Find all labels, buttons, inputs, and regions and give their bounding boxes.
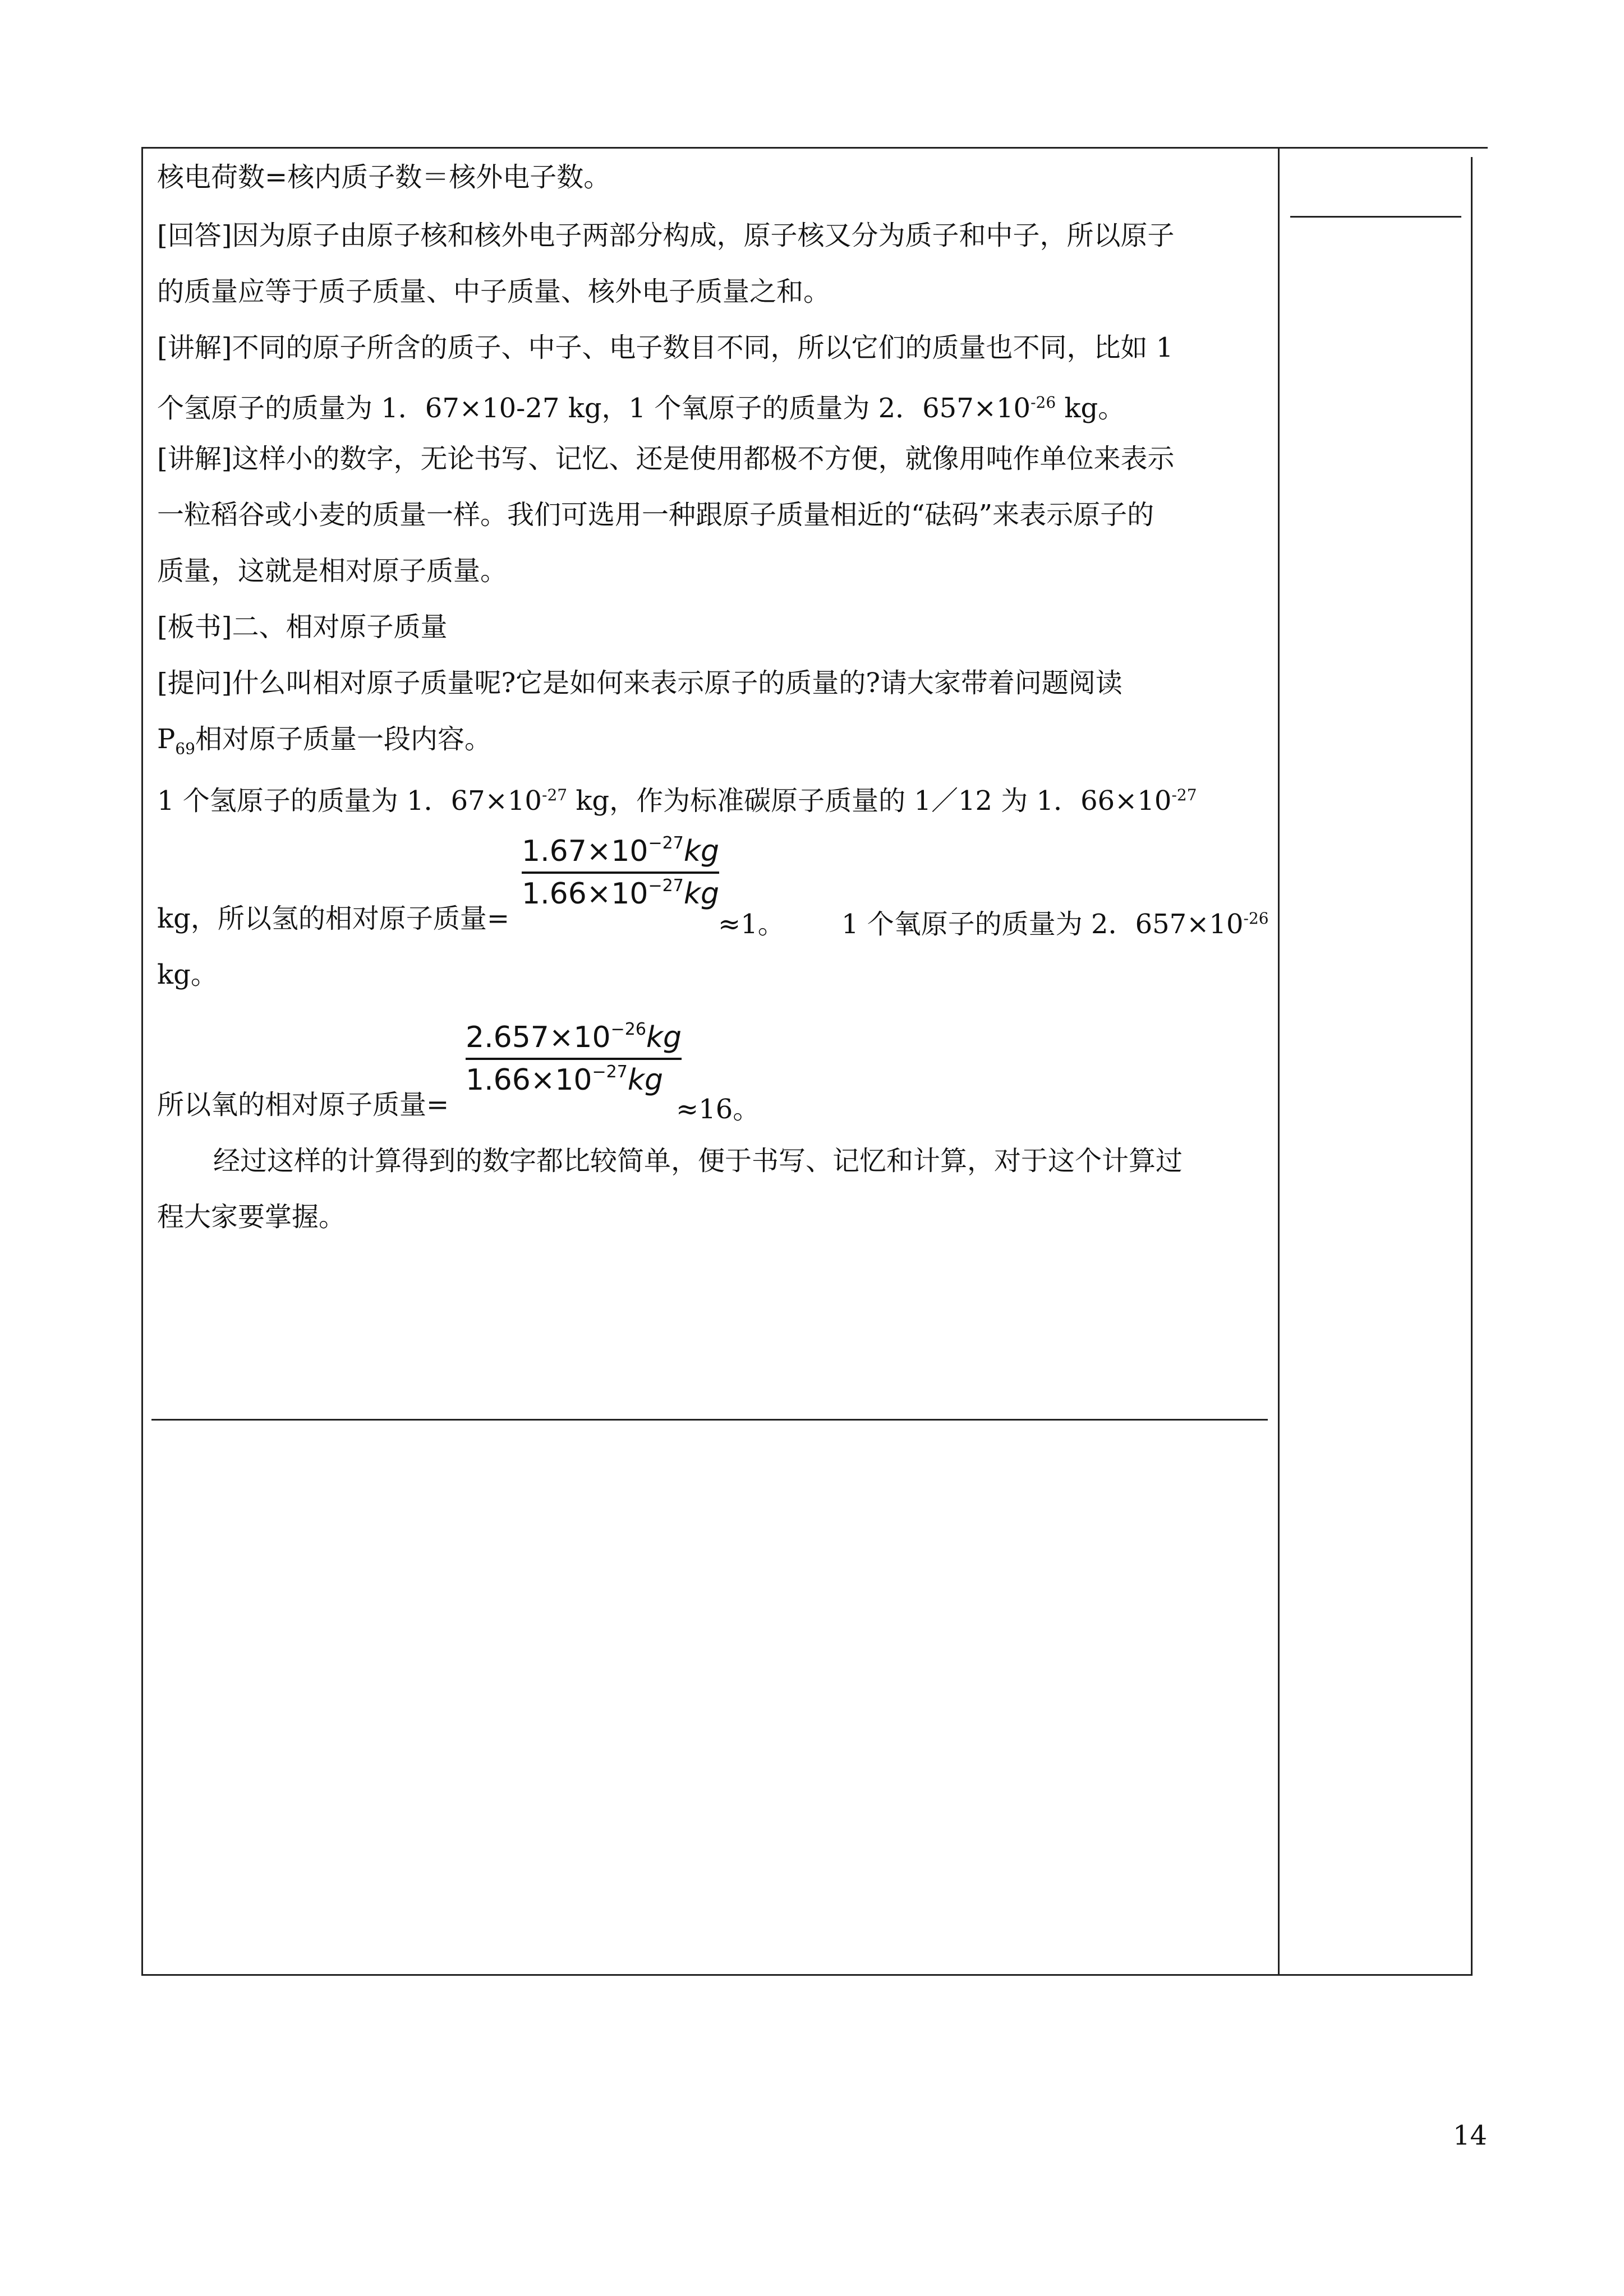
text-line-4: [讲解]不同的原子所含的质子、中子、电子数目不同，所以它们的质量也不同，比如 1 (157, 332, 1174, 363)
table-bottom-border (141, 1974, 1473, 1976)
text-line-5 (157, 386, 1125, 425)
text-line-13 (157, 902, 509, 935)
text-line-7: 一粒稻谷或小麦的质量一样。我们可选用一种跟原子质量相近的“砝码”来表示原子的 (157, 499, 1154, 531)
table-left-border (141, 147, 143, 1975)
text-line-10: [提问]什么叫相对原子质量呢?它是如何来表示原子的质量的?请大家带着问题阅读 (157, 667, 1122, 699)
text-line-12-b: kg，作为标准碳原子质量的 1／12 为 1．66×10 (567, 785, 1172, 817)
hydrogen-fraction-numerator: $1.67\times 10^{-27}kg$ (522, 833, 719, 868)
hydrogen-fraction (522, 835, 719, 911)
right-cell-rule (1290, 216, 1461, 218)
text-line-15-approx: ≈16。 (676, 1094, 760, 1125)
text-line-13-approx: ≈1。 (718, 909, 785, 940)
oxygen-fraction-denominator: $1.66\times 10^{-27}kg$ (466, 1062, 663, 1097)
text-line-6: [讲解]这样小的数字，无论书写、记忆、还是使用都极不方便，就像用吨作单位来表示 (157, 443, 1175, 474)
text-line-2: [回答]因为原子由原子核和核外电子两部分构成，原子核又分为质子和中子，所以原子 (157, 220, 1175, 251)
fraction-bar (522, 872, 719, 874)
text-line-13-a: kg，所以氢的相对原子质量= (157, 903, 510, 934)
text-line-5-b: kg。 (1056, 393, 1125, 424)
page-number: 14 (1453, 2120, 1488, 2151)
text-line-1: 核电荷数=核内质子数＝核外电子数。 (157, 162, 611, 193)
text-line-11 (157, 722, 491, 766)
text-line-8: 质量，这就是相对原子质量。 (157, 555, 508, 587)
text-line-9: [板书]二、相对原子质量 (157, 611, 448, 643)
text-line-15: 所以氧的相对原子质量= (157, 1089, 449, 1121)
text-line-11-rest: 相对原子质量一段内容。 (195, 723, 491, 755)
text-line-12-a: 1 个氢原子的质量为 1．67×10 (157, 785, 542, 817)
table-right-border (1471, 157, 1473, 1975)
section-divider (151, 1419, 1268, 1421)
text-line-12-e2: -27 (1171, 786, 1197, 804)
text-line-11-p: P (157, 723, 176, 755)
top-rule (141, 147, 1488, 149)
text-line-13-oxygen: 1 个氧原子的质量为 2．$657\times 10^{-26}$ (841, 909, 1269, 940)
text-line-16: 经过这样的计算得到的数字都比较简单，便于书写、记忆和计算，对于这个计算过 (213, 1145, 1183, 1177)
text-line-5-a: 个氢原子的质量为 1．67×10-27 kg，1 个氧原子的质量为 2．657×10 (157, 393, 1031, 424)
text-line-12-e1: -27 (541, 786, 568, 804)
text-line-3: 的质量应等于质子质量、中子质量、核外电子质量之和。 (157, 276, 831, 307)
text-line-11-sub: 69 (175, 739, 195, 758)
text-line-14: kg。 (157, 959, 218, 990)
oxygen-fraction-numerator: $2.657\times 10^{-26}kg$ (466, 1020, 682, 1054)
text-line-17: 程大家要掌握。 (157, 1201, 346, 1233)
fraction-bar (466, 1058, 682, 1060)
hydrogen-fraction-denominator: $1.66\times 10^{-27}kg$ (522, 876, 719, 911)
text-line-5-exp: -26 (1030, 393, 1056, 412)
column-divider (1278, 147, 1280, 1975)
text-line-12 (157, 778, 1197, 818)
oxygen-fraction (466, 1021, 682, 1097)
